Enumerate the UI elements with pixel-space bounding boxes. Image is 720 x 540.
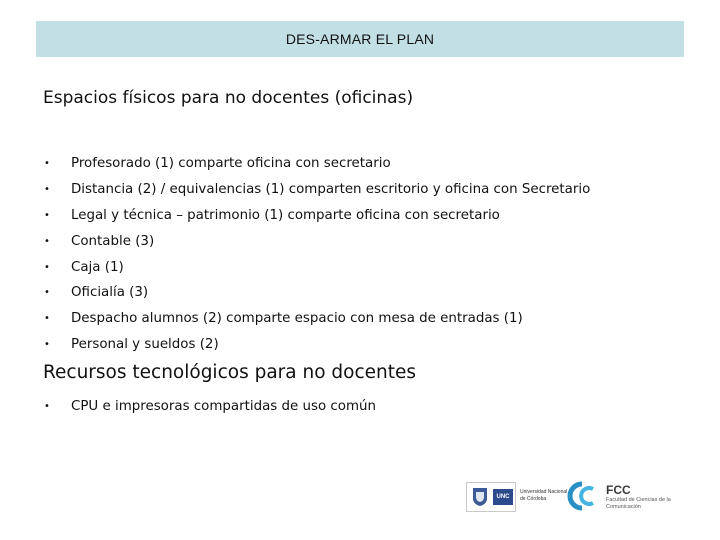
list-item-text: Legal y técnica – patrimonio (1) comparte oficina con secretario xyxy=(71,207,500,223)
header-bar xyxy=(36,21,684,57)
list-item xyxy=(43,203,590,229)
resources-list xyxy=(43,394,376,420)
bullet-icon: • xyxy=(44,313,50,325)
unc-logo xyxy=(466,482,568,512)
bullet-icon: • xyxy=(44,261,50,273)
bullet-icon: • xyxy=(44,401,50,413)
bullet-icon: • xyxy=(44,235,50,247)
section-title-espacios: Espacios físicos para no docentes (oficinas) xyxy=(43,88,414,108)
fcc-abbr: FCC xyxy=(606,483,631,497)
institution-logos xyxy=(466,478,686,518)
list-item xyxy=(43,151,590,177)
list-item-text: Distancia (2) / equivalencias (1) comparten escritorio y oficina con Secretario xyxy=(71,182,591,198)
fcc-logo-icon xyxy=(566,480,602,512)
list-item xyxy=(43,332,590,358)
list-item-text: Profesorado (1) comparte oficina con secretario xyxy=(71,156,391,172)
unc-seal-icon xyxy=(470,486,490,507)
list-item-text: Caja (1) xyxy=(71,259,124,275)
unc-mark: UNC xyxy=(493,489,513,505)
bullet-icon: • xyxy=(44,184,50,196)
unc-name: Universidad Nacional de Córdoba xyxy=(520,489,568,502)
office-list xyxy=(43,151,590,357)
list-item-text: CPU e impresoras compartidas de uso común xyxy=(71,399,377,415)
bullet-icon: • xyxy=(44,158,50,170)
fcc-name: Facultad de Ciencias de la Comunicación xyxy=(606,497,671,510)
list-item-text: Personal y sueldos (2) xyxy=(71,336,219,352)
list-item-text: Despacho alumnos (2) comparte espacio con mesa de entradas (1) xyxy=(71,311,523,327)
bullet-icon: • xyxy=(44,209,50,221)
list-item xyxy=(43,177,590,203)
list-item xyxy=(43,394,376,420)
bullet-icon: • xyxy=(44,287,50,299)
section-title-recursos: Recursos tecnológicos para no docentes xyxy=(43,362,417,383)
list-item xyxy=(43,306,590,332)
list-item xyxy=(43,280,590,306)
list-item xyxy=(43,254,590,280)
page-title: DES-ARMAR EL PLAN xyxy=(285,31,435,47)
list-item-text: Contable (3) xyxy=(71,233,155,249)
list-item-text: Oficialía (3) xyxy=(71,285,149,301)
list-item xyxy=(43,228,590,254)
bullet-icon: • xyxy=(44,338,50,350)
